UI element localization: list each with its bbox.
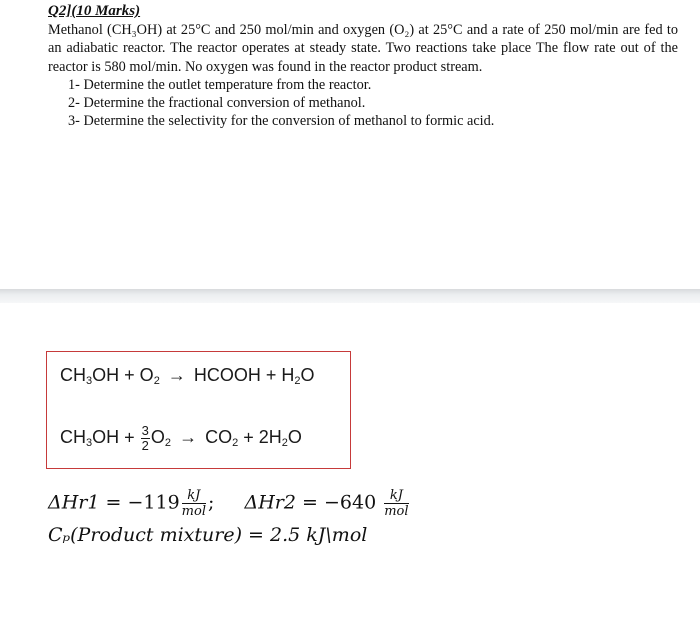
heat-capacity-line bbox=[48, 524, 367, 546]
reactant-oxygen: $O_2$ bbox=[139, 365, 160, 387]
plus-sign: + bbox=[243, 427, 254, 448]
dh1-unit: $\frac{kJ}{\text{mol}}$ bbox=[181, 488, 206, 519]
stoich-coefficient: $\frac{3}{2}$ bbox=[141, 423, 149, 453]
separator: ; bbox=[207, 491, 215, 514]
reactant-oxygen: $O_2$ bbox=[150, 427, 172, 450]
product-water: $H_2O$ bbox=[281, 365, 315, 387]
reaction-arrow: → bbox=[167, 365, 186, 385]
task-list bbox=[48, 76, 678, 131]
task-item: 2- Determine the fractional conversion of methanol. bbox=[68, 95, 366, 112]
equals-sign: = bbox=[302, 491, 318, 514]
dh2-unit: $\frac{kJ}{\text{mol}}$ bbox=[384, 488, 409, 519]
reaction-equations-box bbox=[46, 351, 351, 469]
question-block bbox=[48, 2, 678, 131]
plus-sign: + bbox=[124, 427, 135, 448]
plus-sign: + bbox=[265, 365, 277, 385]
reactant-methanol: $CH_3OH$ bbox=[60, 365, 120, 387]
equals-sign: = bbox=[248, 524, 264, 546]
dh1-label: ΔHr1 bbox=[48, 491, 100, 514]
task-item: 1- Determine the outlet temperature from the reactor. bbox=[68, 76, 372, 93]
cp-label: Cₚ(Product mixture) bbox=[48, 524, 242, 546]
question-paragraph: Methanol (CH₃OH) at 25°C and 250 mol/min and oxygen (O₂) at 25°C and a rate of 250 mol/min are fed to an adiabatic reactor. The reactor operates at steady state. Two reactions take place The flow rate out of the reactor is 580 mol/min. No oxygen was found in the reactor product stream. bbox=[48, 22, 678, 75]
reaction-2 bbox=[60, 424, 302, 453]
section-divider bbox=[0, 289, 700, 303]
reaction-arrow: → bbox=[179, 427, 198, 448]
product-formic-acid: HCOOH bbox=[193, 365, 261, 385]
dh2-label: ΔHr2 bbox=[244, 491, 296, 514]
equals-sign: = bbox=[105, 491, 122, 514]
reaction-1 bbox=[60, 365, 315, 387]
dh1-value: −119 bbox=[127, 491, 180, 514]
reactant-methanol: $CH_3OH$ bbox=[60, 427, 120, 450]
cp-value: 2.5 kJ\mol bbox=[270, 524, 368, 546]
plus-sign: + bbox=[124, 365, 135, 385]
product-water: $2H_2O$ bbox=[258, 427, 302, 450]
question-title: Q2](10 Marks) bbox=[48, 3, 141, 19]
reaction-enthalpies bbox=[48, 488, 411, 519]
task-item: 3- Determine the selectivity for the conversion of methanol to formic acid. bbox=[68, 113, 495, 130]
product-co2: $CO_2$ bbox=[205, 427, 239, 450]
dh2-value: −640 bbox=[323, 491, 377, 514]
